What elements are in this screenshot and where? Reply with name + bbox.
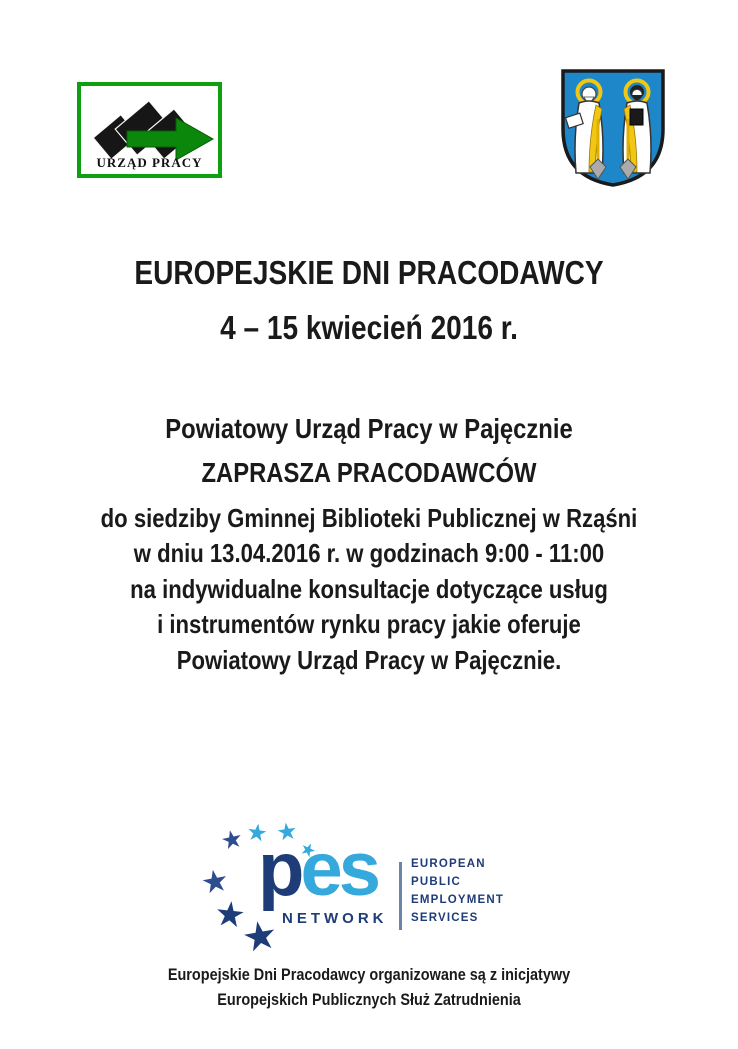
details-line: na indywidualne konsultacje dotyczące usług xyxy=(130,573,608,604)
details-line: Powiatowy Urząd Pracy w Pajęcznie. xyxy=(176,644,562,675)
pes-tagline-line: SERVICES xyxy=(411,912,479,924)
footer-credit xyxy=(55,962,682,1012)
details-line: do siedziby Gminnej Biblioteki Publicznej w Rząśni xyxy=(100,503,638,533)
poster-title: EUROPEJSKIE DNI PRACODAWCY xyxy=(134,254,604,291)
pes-wordmark-es: es xyxy=(300,827,377,912)
saint-right xyxy=(620,81,651,180)
event-details xyxy=(55,501,682,678)
pes-tagline-line: EUROPEAN xyxy=(411,858,486,870)
details-line: i instrumentów rynku pracy jakie oferuje xyxy=(157,609,581,640)
pes-wordmark xyxy=(258,827,377,912)
pes-network-label: NETWORK xyxy=(282,910,388,927)
footer-line: Europejskich Publicznych Służ Zatrudnienia xyxy=(217,990,521,1009)
pes-network-logo xyxy=(200,810,512,960)
pes-tagline-line: EMPLOYMENT xyxy=(411,894,505,906)
details-line: w dniu 13.04.2016 r. w godzinach 9:00 - 11:00 xyxy=(133,538,605,569)
footer-line: Europejskie Dni Pracodawcy organizowane są z inicjatywy xyxy=(167,965,571,984)
invitation-headline: ZAPRASZA PRACODAWCÓW xyxy=(201,457,537,488)
organization-name: Powiatowy Urząd Pracy w Pajęcznie xyxy=(165,413,573,444)
pes-divider xyxy=(399,862,402,930)
pes-tagline-line: PUBLIC xyxy=(411,876,462,888)
coat-of-arms-icon xyxy=(558,67,668,189)
poster-dates: 4 – 15 kwiecień 2016 r. xyxy=(220,309,518,346)
urzad-pracy-logo xyxy=(77,82,222,178)
pes-wordmark-p: p xyxy=(258,827,301,912)
urzad-pracy-label: URZĄD PRACY xyxy=(96,155,203,170)
urzad-pracy-logo-graphic xyxy=(81,86,218,174)
pes-tagline xyxy=(411,855,504,927)
